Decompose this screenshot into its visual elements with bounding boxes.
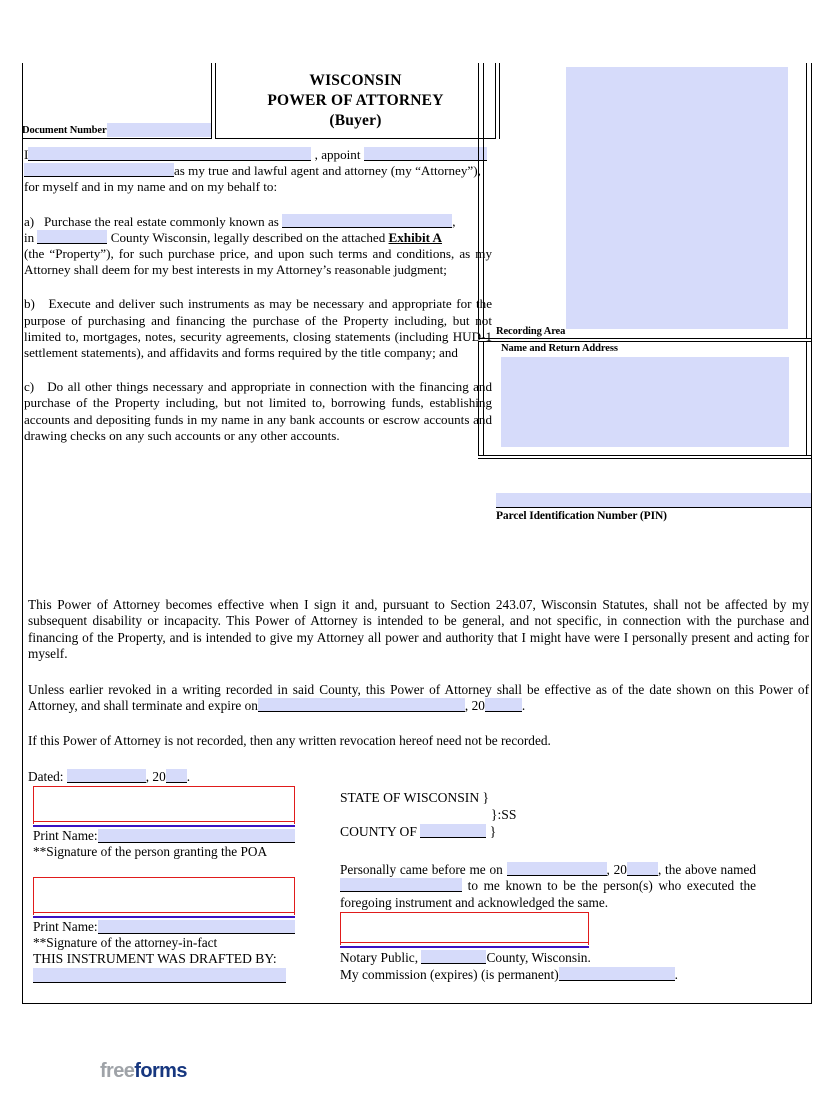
notary-county-field[interactable]	[420, 824, 486, 838]
ack-year-prefix: , 20	[606, 862, 627, 877]
dated-period: .	[186, 768, 191, 784]
ack-text-3: , the above named	[657, 862, 757, 877]
attorney-print-name-label: Print Name:	[33, 919, 98, 934]
clause-c-label: c)	[24, 379, 35, 395]
notary-county-brace: }	[489, 824, 497, 839]
ack-year-field[interactable]	[627, 862, 658, 876]
grantor-print-name-field[interactable]	[98, 829, 295, 843]
recording-area-label: Recording Area	[496, 326, 566, 337]
pin-section-vertical-rule	[811, 455, 812, 555]
title-main: POWER OF ATTORNEY	[267, 92, 444, 109]
notary-state-line: STATE OF WISCONSIN }	[340, 790, 490, 805]
clause-a-label: a)	[24, 213, 35, 229]
commission-period: .	[674, 967, 679, 983]
dated-paragraph	[28, 769, 809, 785]
drafted-by-field[interactable]	[33, 968, 286, 983]
title-subtype: (Buyer)	[329, 112, 382, 129]
expiration-date-field[interactable]	[258, 698, 465, 712]
notary-acknowledgement-paragraph	[340, 862, 756, 911]
attorney-name-field-line2[interactable]	[24, 163, 174, 177]
pin-block	[496, 493, 811, 522]
termination-paragraph	[28, 682, 809, 715]
commission-label: My commission (expires) (is permanent)	[340, 967, 559, 983]
effectiveness-paragraph: This Power of Attorney becomes effective when I sign it and, pursuant to Section 243.07, Wisconsin Statutes, shall not be affected by my subsequent disability or incapacity. This Power of Attorney is intended to be general, and not specific, in connection with the purchase and financing of the Property, and is intended to give my Attorney all power and authority that I might have were I personally present and acting for myself.	[28, 597, 809, 662]
name-return-address-label: Name and Return Address	[501, 343, 618, 354]
attorney-name-field-line1[interactable]	[364, 147, 487, 161]
notary-county-label: COUNTY OF	[340, 824, 417, 839]
logo-text-forms: forms	[134, 1060, 187, 1082]
name-return-address-field[interactable]	[501, 357, 789, 447]
ack-date-field[interactable]	[507, 862, 607, 876]
recording-column	[478, 63, 812, 459]
principal-name-field[interactable]	[28, 147, 311, 161]
clause-a-comma: ,	[452, 213, 456, 229]
document-title-cell	[216, 63, 495, 139]
clause-a-text-4: County Wisconsin, legally described on the attached	[110, 229, 386, 245]
pin-field[interactable]	[496, 493, 811, 508]
property-county-field[interactable]	[37, 230, 107, 244]
recording-area-box	[478, 63, 812, 338]
document-effective-section	[28, 597, 809, 804]
document-number-cell	[22, 63, 211, 139]
notary-signature-box[interactable]	[340, 912, 589, 945]
expiration-year-field[interactable]	[485, 698, 522, 712]
clause-a-text-5: (the “Property”), for such purchase price, and upon such terms and conditions, as my Attorney shall deem for my best interests in my Attorney’s reasonable judgment;	[24, 246, 492, 278]
grantor-signature-caption: **Signature of the person granting the POA	[33, 844, 268, 859]
commission-expiry-field[interactable]	[559, 967, 675, 981]
clause-c-paragraph	[24, 379, 492, 444]
name-return-bottom-rule	[478, 455, 812, 459]
property-address-field[interactable]	[282, 214, 452, 228]
notary-public-line	[340, 949, 756, 966]
termination-text-1: Unless earlier revoked in a writing recorded in said County, this Power of Attorney shall be effective as of the date shown on this Power of Attorney, and shall terminate and expire on	[28, 681, 809, 714]
grantor-print-name-label: Print Name:	[33, 828, 98, 843]
document-body-left-column	[24, 147, 492, 458]
notary-county-line	[340, 823, 756, 840]
attorney-print-name-row	[33, 919, 295, 934]
behalf-line-text: for myself and in my name and on my behalf to:	[24, 179, 278, 195]
termination-year-prefix: , 20	[464, 698, 485, 714]
dated-label: Dated:	[28, 768, 64, 784]
notary-public-county-field[interactable]	[421, 950, 486, 964]
dated-year-prefix: , 20	[145, 768, 166, 784]
clause-c-text: Do all other things necessary and appropriate in connection with the financing and purchase of the Property including, but not limited to, borrowing funds, establishing accounts and depositing funds in my name in any bank accounts or escrow accounts and drawing checks on any such accounts or any other accounts.	[24, 379, 492, 443]
attorney-signature-box[interactable]	[33, 877, 295, 915]
clause-a-paragraph	[24, 214, 492, 279]
appointment-paragraph	[24, 147, 492, 196]
agent-clause-text: as my true and lawful agent and attorney (my “Attorney”),	[174, 163, 481, 179]
recording-area-field[interactable]	[566, 67, 788, 329]
clause-b-paragraph	[24, 296, 492, 361]
ack-person-name-field[interactable]	[340, 878, 462, 892]
document-number-label: Document Number	[22, 125, 107, 136]
title-state: WISCONSIN	[309, 72, 402, 89]
name-return-address-box	[478, 342, 812, 455]
document-number-field[interactable]	[107, 123, 211, 137]
attorney-signature-caption: **Signature of the attorney-in-fact	[33, 935, 218, 950]
clause-a-in-label: in	[24, 229, 35, 245]
revocation-paragraph: If this Power of Attorney is not recorded, then any written revocation hereof need not be recorded.	[28, 733, 551, 749]
drafted-by-block	[33, 950, 286, 983]
exhibit-a-reference: Exhibit A	[388, 229, 443, 245]
drafted-by-label: THIS INSTRUMENT WAS DRAFTED BY:	[33, 951, 277, 966]
clause-a-text-1: Purchase the real estate commonly known as	[44, 213, 279, 229]
ack-text-1: Personally came before me on	[340, 862, 503, 877]
grantor-signature-box[interactable]	[33, 786, 295, 824]
notary-ss-line: }:SS	[491, 807, 517, 822]
i-prefix-label: I	[24, 147, 29, 162]
termination-period: .	[521, 698, 526, 714]
clause-b-label: b)	[24, 296, 35, 312]
dated-date-field[interactable]	[67, 769, 146, 783]
signature-column	[33, 786, 295, 951]
grantor-print-name-row	[33, 828, 295, 843]
notary-public-label: Notary Public,	[340, 950, 419, 966]
ack-text-4: to me known to be the person(s) who executed the foregoing instrument and acknowledged the same.	[340, 878, 756, 910]
logo-text-free: free	[100, 1060, 135, 1082]
freeforms-logo	[100, 1060, 187, 1083]
attorney-print-name-field[interactable]	[98, 920, 295, 934]
notary-county-wisconsin-label: County, Wisconsin.	[486, 950, 591, 966]
pin-label: Parcel Identification Number (PIN)	[496, 510, 667, 522]
notary-section	[340, 789, 756, 983]
appoint-label: , appoint	[314, 147, 361, 162]
dated-year-field[interactable]	[166, 769, 187, 783]
clause-b-text: Execute and deliver such instruments as may be necessary and appropriate for the purpose of purchasing and financing the purchase of the Property including, but not limited to, mortgages, notes, security agreements, closing statements (including HUD-1 settlement statements), and affidavits and forms required by the title company; and	[24, 296, 493, 361]
notary-commission-line	[340, 966, 756, 983]
